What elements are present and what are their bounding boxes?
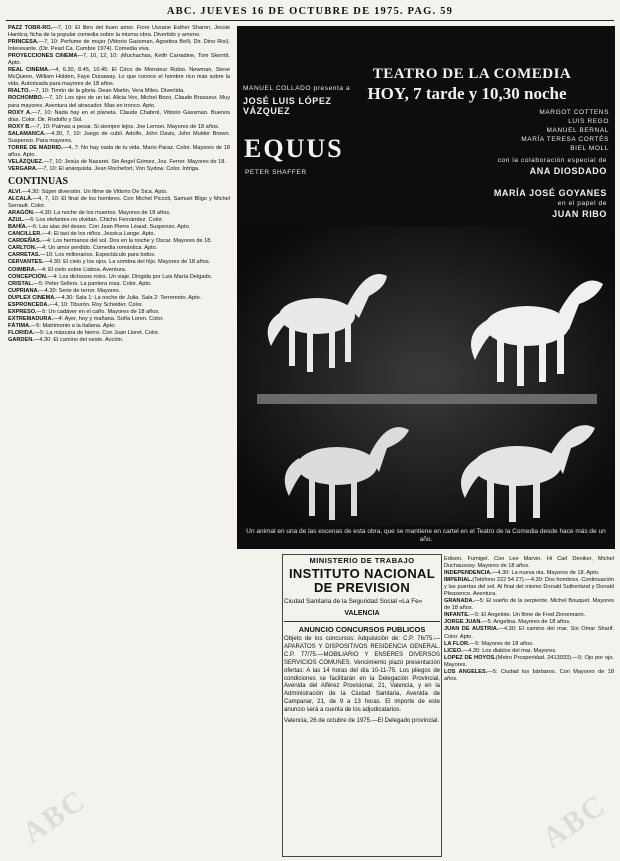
listing-venue: EXPRESO.: [8, 308, 37, 315]
listing-text: —4.30, 7, 10: Juego de cubil. Adolfo, John Davis, John Mulder Brown. Suspenso. Para mayores.: [8, 130, 230, 144]
listing-entry: [8, 238, 230, 245]
notice-institute: INSTITUTO NACIONAL DE PREVISION: [289, 566, 435, 595]
listing-entry: [8, 196, 230, 210]
page-header: ABC. JUEVES 16 DE OCTUBRE DE 1975. PAG. 59: [166, 6, 454, 17]
listing-venue: AZUL.: [8, 217, 25, 224]
listing-text: —4, 10: Tiburón. Roy Scheider. Color.: [49, 301, 143, 308]
ad-author: PETER SHAFFER: [245, 169, 307, 176]
header-rule: [6, 20, 614, 21]
listing-venue: RIALTO.: [8, 88, 30, 95]
listing-venue: JORGE JUAN.: [444, 619, 482, 626]
ad-caption: Un animal en una de las escenas de esta obra, que se mantiene en cartel en el Teatro de la Comedia desde hace más de un año.: [246, 528, 606, 543]
listing-venue: LA FLOR.: [444, 640, 470, 647]
ad-cast-name: MARÍA TERESA CORTÉS: [521, 136, 609, 143]
ad-show-title: EQUUS: [244, 134, 344, 163]
listing-entry: [444, 619, 614, 626]
ad-producer-line: MANUEL COLLADO presenta a: [243, 85, 351, 92]
listing-entry: [444, 655, 614, 669]
listing-venue: FLORIDA.: [8, 329, 35, 336]
listing-venue: PRINCESA.: [8, 39, 39, 46]
listing-text: —5: La máscara de hierro. Con Juan Lloret. Color.: [34, 329, 160, 336]
watermark-logo: ABC: [536, 788, 613, 855]
listing-text: —4.30: Súper diversión. Un filme de Vittorio De Sica. Apto.: [21, 188, 168, 195]
listing-venue: ROCHOMBO.: [8, 95, 44, 102]
listing-venue: PAZZ TOBR-RO.: [8, 25, 53, 31]
listing-entry: [8, 88, 230, 95]
listing-venue: FÁTIMA.: [8, 322, 31, 329]
watermark-logo: ABC: [16, 783, 93, 850]
listing-entry: [8, 110, 230, 124]
listing-entry: [8, 288, 230, 295]
ad-actress-2: MARÍA JOSÉ GOYANES: [493, 188, 607, 198]
listing-venue: VELÁZQUEZ.: [8, 158, 44, 165]
listing-entry: [444, 598, 614, 612]
listing-venue: VERGARA.: [8, 165, 38, 172]
listing-text: —4, 6.30, 8.45, 10.45: El Circo de Monsieur Rubio. Newman, Steve McQueen, William Holden, Faye Dunaway. Lo que conoce el hombre rico más sobre la vida. Autorizada para mayores de 18 años.: [8, 67, 230, 88]
listing-text: —6: Las alas del deseo. Con Jean Pierre Léaud. Suspenso. Apto.: [27, 224, 191, 231]
listing-entry: [8, 131, 230, 145]
listing-text: —4, 7, 10: El final de los hombres. Con Michel Piccoli, Samuel Bligo y Michel Serrault. Color.: [8, 196, 230, 210]
listing-entry: [8, 323, 230, 330]
notice-body: Objeto de los concursos: Adquisición de: C.P. 76/75.—APARATOS Y DISPOSITIVOS RESIDENCIA GENERAL. C.P. 77/75.—MOBILIARIO Y ENSERES DIVERSOS SERVICIOS COMUNES. Vencimiento plazo presentación ofertas: A las 14 horas del día 10-11-75. Los pliegos de condiciones se facilitarán en la Delegación Provincial, Avenida del Alférez Provisional, 21, Valencia, y en la Administración de la Ciudad Sanitaria, Avenida de Campanar, 21, de 9 a 13 horas. El importe de este anuncio será a cuenta de los adjudicatarios.: [284, 636, 440, 714]
listing-text: —7, 10: Los ojos de un tal. Alicia Vox, Michel Bozo, Claude Brasseur. Muy para mayores. Aventura del atracador. Mas en tronco. Apto.: [8, 95, 230, 109]
listing-entry: [444, 669, 614, 683]
listing-text: —4: Los hermanos del sol. Dos en la noche y Oscar. Mayores de 18.: [41, 238, 212, 245]
ad-role: en el papel de: [557, 200, 607, 207]
notice-ministry: MINISTERIO DE TRABAJO: [309, 556, 415, 565]
listing-text: —4.30: La noche de los muertos. Mayores de 18 años.: [34, 210, 171, 217]
listing-text: —5: Matrimonio a la italiana. Apto.: [30, 322, 116, 329]
listing-text: —7, 10: El libro del buen amor. Fiore Ussane Esther Sharon, Jessie Hantica; ficha de la popular comedia sobre la misma obra. Divertido y ameno.: [8, 25, 230, 39]
listing-text: —5: El sueño de la serpiente. Michel Bouquet. Mayores de 18 años.: [444, 598, 614, 612]
listing-venue: CUPRIANA.: [8, 287, 40, 294]
listing-text: —4.30: El camino del mar. Sin Omar Sharif. Color. Apto.: [444, 626, 614, 640]
notice-headline: ANUNCIO CONCURSOS PUBLICOS: [298, 625, 426, 634]
listing-entry: [8, 316, 230, 323]
listing-venue: REAL CINEMA.: [8, 67, 50, 74]
notice-city: VALENCIA: [344, 610, 380, 617]
listing-text: —7, 10: Nada hay en el planeta. Claude Chabrol, Vittorio Gassman. Buenos días. Color. Dir. Rodolfo y Sol.: [8, 109, 230, 123]
listing-text: —5: El Angelote. Un filme de Fred Zinnemann.: [469, 612, 586, 619]
notice-date: Valencia, 26 de octubre de 1975.—El Delegado provincial.: [284, 718, 439, 725]
listing-text: Edison. Fumigel. Con Lee Marvin. Hi Carl Deniker, Michel Duchaussoy. Mayores de 18 años.: [444, 556, 614, 570]
section-continuas: CONTINUAS: [8, 175, 69, 187]
listing-text: —5: Mayores de 18 años.: [469, 640, 534, 647]
listing-entry: [444, 612, 614, 619]
listing-text: —4: Ayer, hoy y mañana. Sofía Loren. Color.: [53, 315, 164, 322]
ad-cast-name: BIEL MOLL: [570, 145, 609, 152]
ad-actor: JUAN RIBO: [552, 209, 607, 219]
horses-photograph: [237, 226, 615, 526]
listing-entry: [8, 252, 230, 259]
ad-title: TEATRO DE LA COMEDIA: [372, 66, 572, 82]
listing-entry: [8, 189, 230, 196]
listing-entry: [8, 337, 230, 344]
listing-entry: [8, 53, 230, 67]
listing-entry: [444, 626, 614, 640]
listing-venue: ESPRONCEDA.: [8, 301, 50, 308]
listing-venue: INFANTE.: [444, 612, 470, 619]
listing-text: —7, 10: Jesús de Nazaret. Sin Angel Gómez, Jos. Ferrer. Mayores de 18.: [43, 158, 226, 165]
listing-venue: CARLTON.: [8, 245, 37, 252]
listing-entry: [8, 281, 230, 288]
listing-entry: [8, 267, 230, 274]
listing-venue: ALVI.: [8, 188, 22, 195]
photo-floor: [257, 394, 597, 404]
listing-text: —4.30: La nueva ola. Mayores de 18. Apto.: [491, 570, 600, 577]
listing-text: —6: Los elefantes no olvidan. Chicho Fernández. Color.: [24, 217, 164, 224]
listing-entry: [8, 166, 230, 173]
listing-venue: EXTREMADURA.: [8, 315, 54, 322]
official-notice: [284, 556, 440, 856]
listing-venue: LOS ANGELES.: [444, 668, 488, 675]
listing-entry: [8, 39, 230, 53]
listing-text: —4.30: Sala 1: La noche de Julia. Sala 2: Terremoto. Apto.: [55, 294, 202, 301]
listing-entry: [8, 245, 230, 252]
listing-entry: [8, 210, 230, 217]
listing-text: —4: Un amor perdido. Comedia romántica. Apto.: [36, 245, 158, 252]
listing-entry: [8, 302, 230, 309]
listing-venue: ROXY A.: [8, 109, 32, 116]
listing-entry: [8, 274, 230, 281]
listing-entry: [444, 648, 614, 655]
listing-venue: BAHÍA.: [8, 224, 28, 231]
listing-text: —4.30: El camino del oeste. Acción.: [33, 336, 124, 343]
listing-text: —7, 10: Perfume de mujer (Vittorio Gassman, Agostina Belli, Dir. Dino Risi). Interesante. (Dir. Pearl Ca. Cumbre 1974). Comedia viva.: [8, 39, 230, 53]
ad-star: JOSÉ LUIS LÓPEZ VÁZQUEZ: [243, 96, 332, 116]
listing-venue: ALCALÁ.: [8, 196, 33, 203]
listing-entry: [8, 224, 230, 231]
ad-cast-right: [499, 108, 609, 153]
listing-venue: GARDEN.: [8, 336, 34, 343]
listing-entry: [8, 295, 230, 302]
listing-entry: [8, 159, 230, 166]
listing-text: —7, 10, 12, 10: ¡Muchachas, Keith Carradine, Tom Skerritt. Apto.: [8, 53, 230, 67]
listing-entry: [8, 259, 230, 266]
listing-venue: TORRE DE MADRID.: [8, 144, 63, 151]
listing-entry: [8, 145, 230, 159]
listing-entry: [8, 25, 230, 39]
listing-venue: CARRETAS.: [8, 252, 41, 259]
ad-cast-name: LUIS REGO: [568, 118, 609, 125]
listing-venue: DUPLEX CINEMA.: [8, 294, 56, 301]
listing-text: —4: El cielo sobre Lisboa. Aventura.: [36, 266, 127, 273]
listing-text: (Teléfono 222 54 27).—4.30: Dos hombres. Continuación y las puertas del sol. Al final del mismo Donald Sutherland y Donald Pleasence. Aventura.: [444, 577, 614, 598]
listings-right-list: [444, 556, 614, 683]
listing-text: —5: Peter Sellers. La pantera rosa. Color. Apto.: [33, 280, 152, 287]
listing-text: —4.30: Los diablos del mar. Mayores.: [462, 647, 557, 654]
listings-list: [8, 25, 230, 173]
listing-entry: [8, 309, 230, 316]
ad-time: HOY, 7 tarde y 10,30 noche: [367, 84, 567, 103]
listing-text: —5: Ciudad los bárbaros. Con Mayores de 18 años.: [444, 668, 614, 682]
listing-entry: [8, 124, 230, 131]
ad-cast-name: MANUEL BERNAL: [546, 127, 609, 134]
listing-venue: CANCILLER.: [8, 231, 42, 238]
listing-text: —4.30: Serie de terror. Mayores.: [39, 287, 121, 294]
listing-entry: [8, 95, 230, 109]
listing-venue: ROXY B.: [8, 123, 31, 130]
listing-venue: PROYECCIONES CINEMA: [8, 53, 78, 60]
listing-entry: [444, 570, 614, 577]
listing-venue: CARDEÑAS.: [8, 238, 42, 245]
listing-venue: COIMBRA.: [8, 266, 37, 273]
ad-credits: con la colaboración especial de: [497, 157, 607, 164]
ad-cast-name: MARGOT COTTENS: [539, 109, 609, 116]
listing-venue: INDEPENDENCIA.: [444, 570, 492, 577]
listing-text: —4: El taxi de los niños. Jessica Lange. Apto.: [41, 231, 156, 238]
listing-text: —4, 7: No hay nada de tu vida. Mario Paraz. Color. Mayores de 18 años. Apto.: [8, 144, 230, 158]
listing-entry: [444, 556, 614, 570]
theatre-advertisement: [237, 26, 615, 549]
listing-venue: LICEO.: [444, 647, 463, 654]
listing-text: —7, 10: Palmas a pesar. Si siempre lejos. Joe Lemon. Mayores de 18 años.: [30, 123, 220, 130]
listing-venue: JUAN DE AUSTRIA.: [444, 626, 499, 633]
listings-left-column: [8, 25, 230, 855]
listings-continuas-list: [8, 189, 230, 344]
listing-text: —5: Un cadáver en el caño. Mayores de 18 años.: [36, 308, 160, 315]
listing-venue: CRISTAL.: [8, 280, 34, 287]
listing-venue: CONCEPCIÓN.: [8, 273, 48, 280]
notice-subline: Ciudad Sanitaria de la Seguridad Social «La Fe»: [284, 598, 423, 605]
listing-text: —7, 10: Timón de la gloria. Dean Martin, Vera Miles. Divertida.: [29, 88, 185, 95]
listing-venue: CERVANTES.: [8, 259, 44, 266]
listing-entry: [444, 641, 614, 648]
listing-entry: [444, 577, 614, 598]
listing-entry: [8, 330, 230, 337]
listing-text: —4.30: El cielo y los ojos. La sombra del hijo. Mayores de 18 años.: [43, 259, 211, 266]
listing-text: —4: Los dichosos roles. Un viaje. Dirigida por Luis María Delgado.: [47, 273, 213, 280]
listing-venue: GRANADA.: [444, 598, 475, 605]
notice-border: [282, 554, 442, 857]
listing-text: (Metro Prosperidad. 2413933).—5: Ojo por ojo. Mayores.: [444, 654, 614, 668]
listing-venue: SALAMANCA.: [8, 130, 46, 137]
ad-actress-1: ANA DIOSDADO: [529, 166, 607, 176]
listing-text: —7, 10: El anarquista. Jean Rochefort, Von Sydow. Color. Intriga.: [37, 165, 200, 172]
listing-venue: LOPEZ DE HOYOS.: [444, 654, 496, 661]
listing-text: —5: Angelina. Mayores de 18 años.: [481, 619, 571, 626]
listing-entry: [8, 67, 230, 88]
listing-venue: ARAGÓN.: [8, 210, 35, 217]
listing-text: —10: Los millonarios. Espectáculo para todos.: [40, 252, 156, 259]
listing-venue: IMPERIAL.: [444, 577, 473, 584]
